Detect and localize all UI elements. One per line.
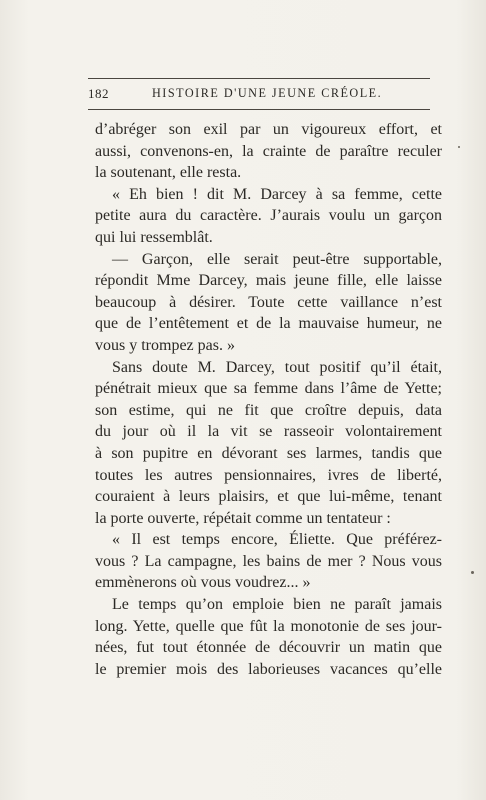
text-line: le premier mois des laborieuses vacances qu’elle	[95, 660, 442, 678]
text-line: à son pupitre en dévorant ses larmes, tandis que	[95, 444, 442, 462]
text-line: long. Yette, quelle que fût la monotonie de ses jour-	[95, 617, 442, 635]
text-line: du jour où il la vit se rasseoir volontairement	[95, 423, 442, 441]
text-line: que de l’entêtement et de la mauvaise humeur, ne	[95, 315, 442, 333]
text-line: — Garçon, elle serait peut-être supportable,	[112, 250, 442, 268]
text-line: petite aura du caractère. J’aurais voulu un garçon	[95, 207, 442, 225]
text-line: toutes les autres pensionnaires, ivres de liberté,	[95, 466, 442, 484]
text-line: la porte ouverte, répétait comme un tentateur :	[95, 509, 391, 527]
header-rule-bottom	[88, 109, 430, 110]
text-line: son estime, qui ne fit que croître depuis, data	[95, 401, 442, 419]
text-line: vous y trompez pas. »	[95, 336, 235, 354]
text-line: nées, fut tout étonnée de découvrir un matin que	[95, 639, 442, 657]
text-line: « Eh bien ! dit M. Darcey à sa femme, cette	[112, 185, 442, 203]
running-title: HISTOIRE D'UNE JEUNE CRÉOLE.	[152, 86, 383, 100]
paper-speck	[458, 146, 460, 148]
text-line: la soutenant, elle resta.	[95, 164, 242, 182]
text-line: aussi, convenons-en, la crainte de paraître reculer	[95, 142, 442, 160]
header-rule-top	[88, 78, 430, 79]
text-line: vous ? La campagne, les bains de mer ? Nous vous	[95, 552, 442, 570]
text-line: d’abréger son exil par un vigoureux effort, et	[95, 121, 442, 138]
text-line: couraient à leurs plaisirs, et que lui-même, tenant	[95, 488, 442, 506]
text-line: « Il est temps encore, Éliette. Que préférez-	[112, 531, 442, 549]
text-line: pénétrait mieux que sa femme dans l’âme de Yette;	[95, 380, 442, 398]
text-line: Sans doute M. Darcey, tout positif qu’il était,	[112, 358, 442, 376]
text-line: beaucoup à désirer. Toute cette vaillance n’est	[95, 293, 442, 311]
body-text	[95, 119, 442, 680]
text-line: répondit Mme Darcey, mais jeune fille, elle laisse	[95, 272, 442, 290]
page-number: 182	[88, 86, 109, 101]
text-line: qui lui ressemblât.	[95, 228, 213, 246]
text-line: Le temps qu’on emploie bien ne paraît jamais	[112, 596, 442, 614]
text-line: emmènerons où vous voudrez... »	[95, 574, 311, 592]
paper-speck	[471, 571, 474, 574]
